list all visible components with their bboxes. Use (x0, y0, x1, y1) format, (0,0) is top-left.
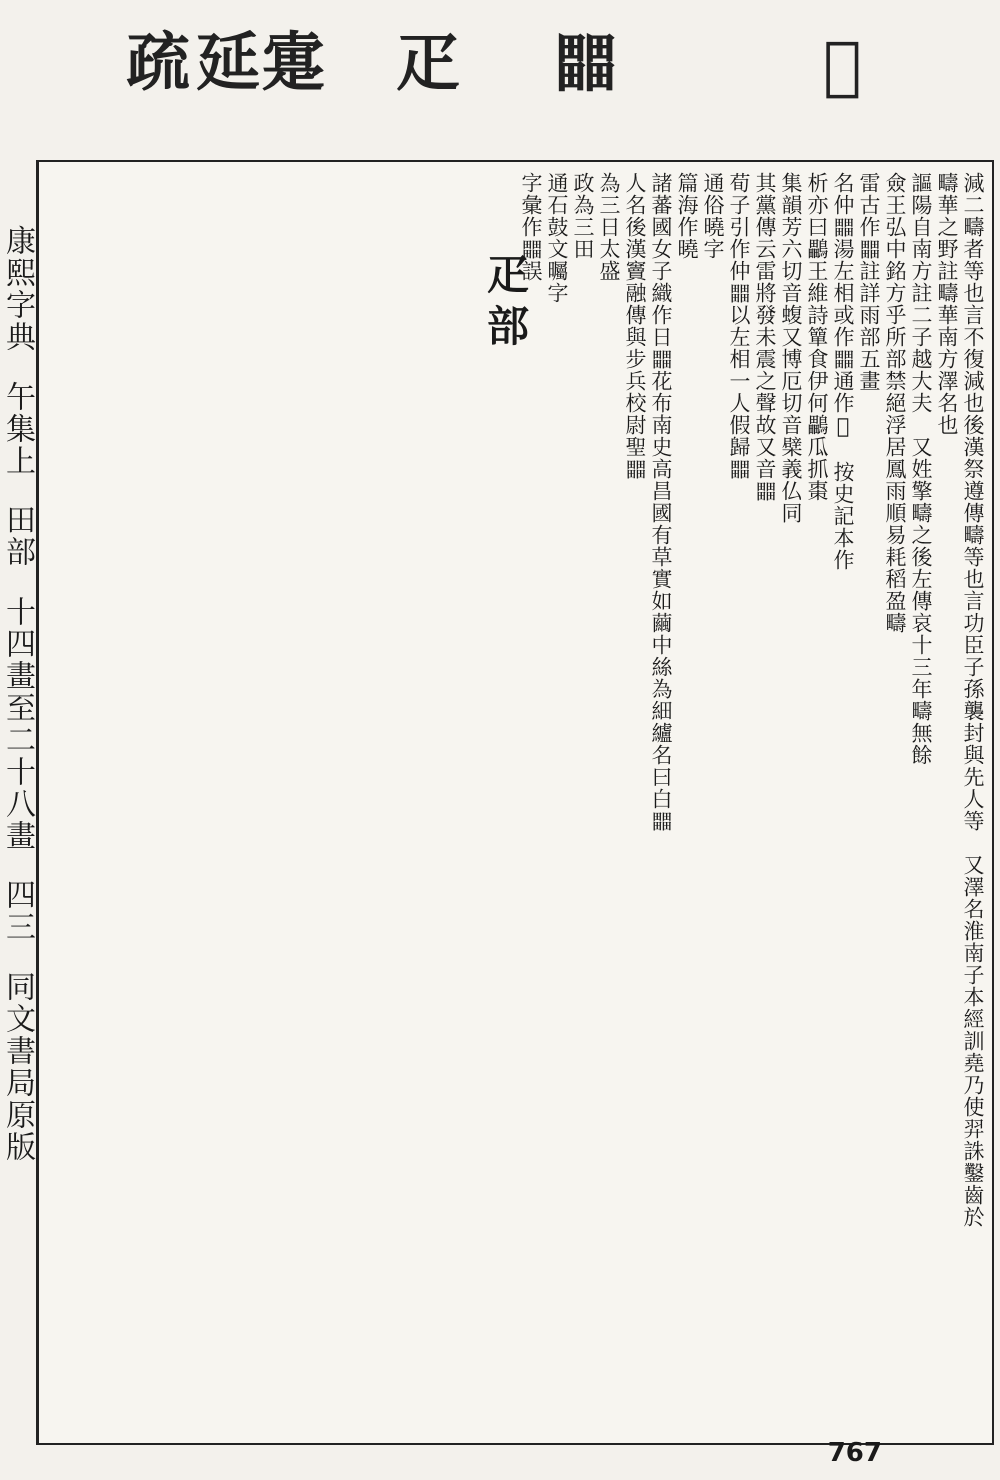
section-column (458, 172, 530, 1433)
seal-glyph: 疏 (115, 28, 190, 92)
running-header (0, 225, 34, 1440)
seal-glyph: 𤲏 (805, 28, 880, 103)
text-column: 其黨傳云雷將發未震之聲故又音𤳳 (753, 172, 777, 502)
text-column: 通俗曉字 (701, 172, 725, 260)
folio-label: 四三 (0, 879, 35, 944)
text-column: 諸蕃國女子織作日𤳳花布南史高昌國有草實如繭中絲為細纑名曰白𤳳 (649, 172, 673, 832)
seal-script-row (115, 18, 920, 168)
book-title: 康熙字典 (0, 225, 35, 353)
text-column: 析亦曰鸓王維詩簞食伊何鸓瓜抓棗 (805, 172, 829, 502)
text-column: 僉王弘中銘方乎所部禁絕浮居鳳雨順易耗稻盈疇 (883, 172, 907, 634)
text-column: 篇海作曉 (675, 172, 699, 260)
text-column: 集韻芳六切音蝮又博厄切音檗義仏同 (779, 172, 803, 524)
radical-label: 田部 (0, 504, 35, 569)
section-title: 疋部 (481, 252, 530, 356)
text-column: 名仲𤳳湯左相或作𤳳通作𨛜 按史記本作 (831, 172, 855, 571)
text-column: 為三日太盛 (597, 172, 621, 282)
seal-glyph: 疋 (385, 28, 460, 92)
stroke-range: 十四畫至二十八畫 (0, 595, 35, 852)
text-column: 減二疇者等也言不復減也後漢祭遵傳疇等也言功臣子孫襲封與先人等 又澤名淮南子本經訓堯乃使羿誅鑿齒於 (961, 172, 985, 1228)
seal-glyph: 延 (185, 28, 260, 92)
publisher-label: 同文書局原版 (0, 970, 35, 1163)
section-label: 午集上 (0, 380, 35, 477)
text-frame (36, 160, 994, 1445)
text-column: 荀子引作仲𤳳以左相一人假歸𤳳 (727, 172, 751, 480)
seal-glyph: 𤳳 (545, 28, 620, 92)
text-column: 通石鼓文曯字 (545, 172, 569, 304)
text-column: 疇華之野註疇華南方澤名也 (935, 172, 959, 436)
seal-glyph: 疐 (250, 28, 325, 92)
text-column: 雷古作𤳳註詳雨部五畫 (857, 172, 881, 392)
column-container (45, 172, 986, 1433)
text-column: 字彙作𤳳誤 (519, 172, 543, 282)
text-column: 謳陽自南方註二子越大夫 又姓擎疇之後左傳哀十三年疇無餘 (909, 172, 933, 766)
text-column: 人名後漢竇融傳與步兵校尉聖𤳳 (623, 172, 647, 480)
page-number: 767 (827, 1438, 882, 1468)
text-column: 政為三田 (571, 172, 595, 260)
